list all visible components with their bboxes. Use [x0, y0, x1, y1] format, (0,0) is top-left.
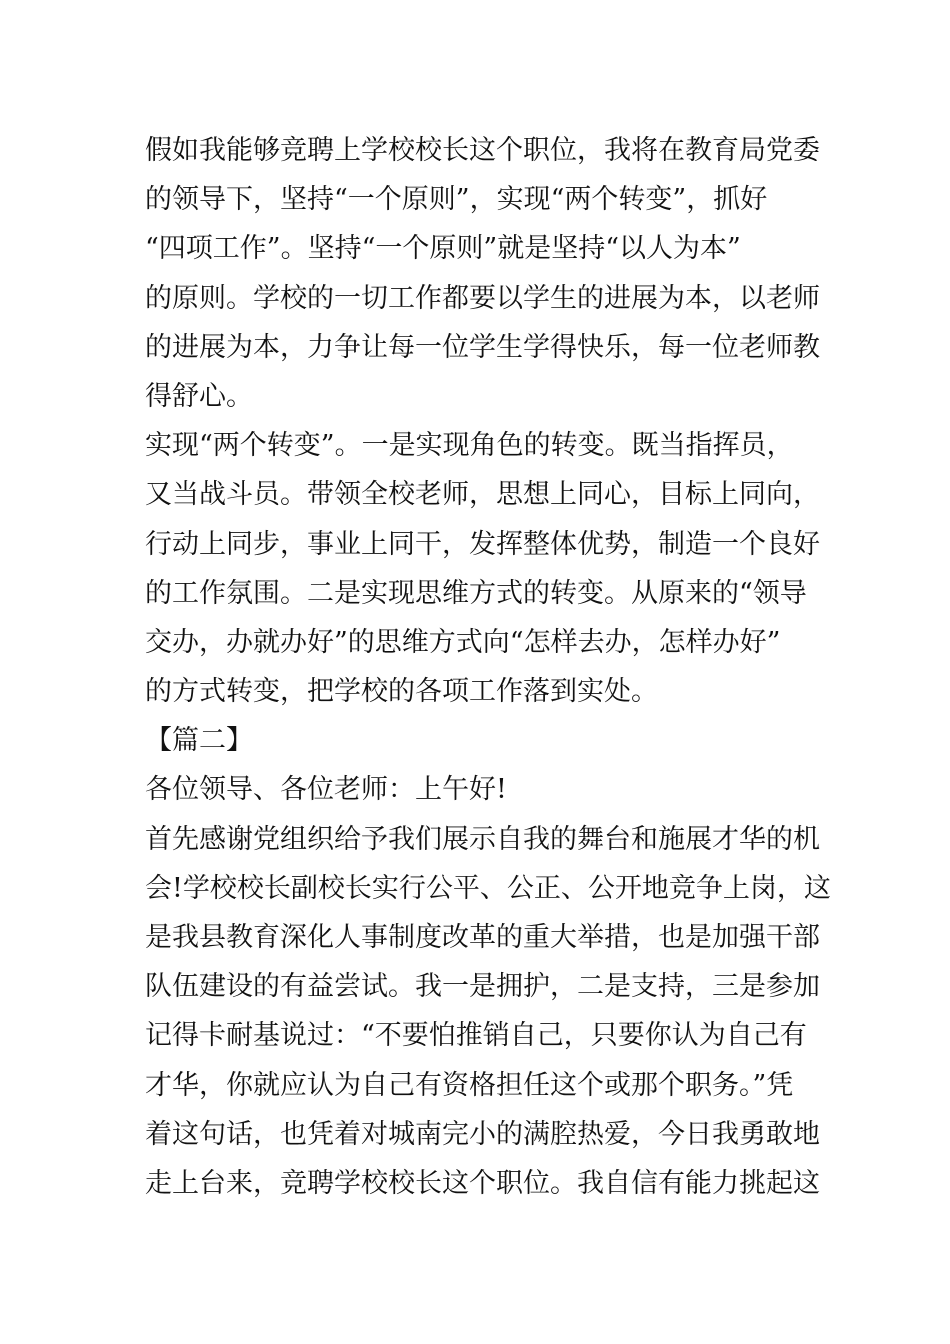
text-line: 的领导下，坚持“一个原则”，实现“两个转变”，抓好 [145, 184, 768, 216]
text-line: “四项工作”。坚持“一个原则”就是坚持“以人为本” [145, 233, 741, 265]
document-body [145, 126, 831, 1208]
text-line: 的进展为本，力争让每一位学生学得快乐，每一位老师教 [145, 331, 820, 363]
text-line: 才华，你就应认为自己有资格担任这个或那个职务。”凭 [145, 1069, 794, 1101]
text-line: 是我县教育深化人事制度改革的重大举措，也是加强干部 [145, 922, 820, 953]
text-line: 走上台来，竞聘学校校长这个职位。我自信有能力挑起这 [145, 1167, 820, 1199]
text-line: 得舒心。 [145, 380, 253, 412]
text-line: 行动上同步，事业上同干，发挥整体优势，制造一个良好 [145, 528, 820, 560]
text-line: 假如我能够竞聘上学校校长这个职位，我将在教育局党委 [145, 135, 820, 166]
text-line: 会!学校校长副校长实行公平、公正、公开地竞争上岗，这 [145, 872, 831, 904]
text-line: 队伍建设的有益尝试。我一是拥护，二是支持，三是参加 [145, 971, 820, 1003]
text-line: 实现“两个转变”。一是实现角色的转变。既当指挥员， [145, 430, 794, 462]
text-line: 着这句话，也凭着对城南完小的满腔热爱，今日我勇敢地 [145, 1118, 820, 1150]
text-line: 首先感谢党组织给予我们展示自我的舞台和施展才华的机 [145, 823, 820, 855]
text-line: 的方式转变，把学校的各项工作落到实处。 [145, 676, 658, 708]
text-line: 的原则。学校的一切工作都要以学生的进展为本，以老师 [145, 282, 820, 314]
text-line: 交办，办就办好”的思维方式向“怎样去办，怎样办好” [145, 626, 781, 658]
text-line: 又当战斗员。带领全校老师，思想上同心，目标上同向， [145, 479, 820, 511]
greeting-line: 各位领导、各位老师：上午好! [145, 774, 507, 806]
text-line: 记得卡耐基说过：“不要怕推销自己，只要你认为自己有 [145, 1020, 807, 1052]
section-heading: 【篇二】 [145, 725, 253, 757]
text-line: 的工作氛围。二是实现思维方式的转变。从原来的“领导 [145, 577, 807, 609]
